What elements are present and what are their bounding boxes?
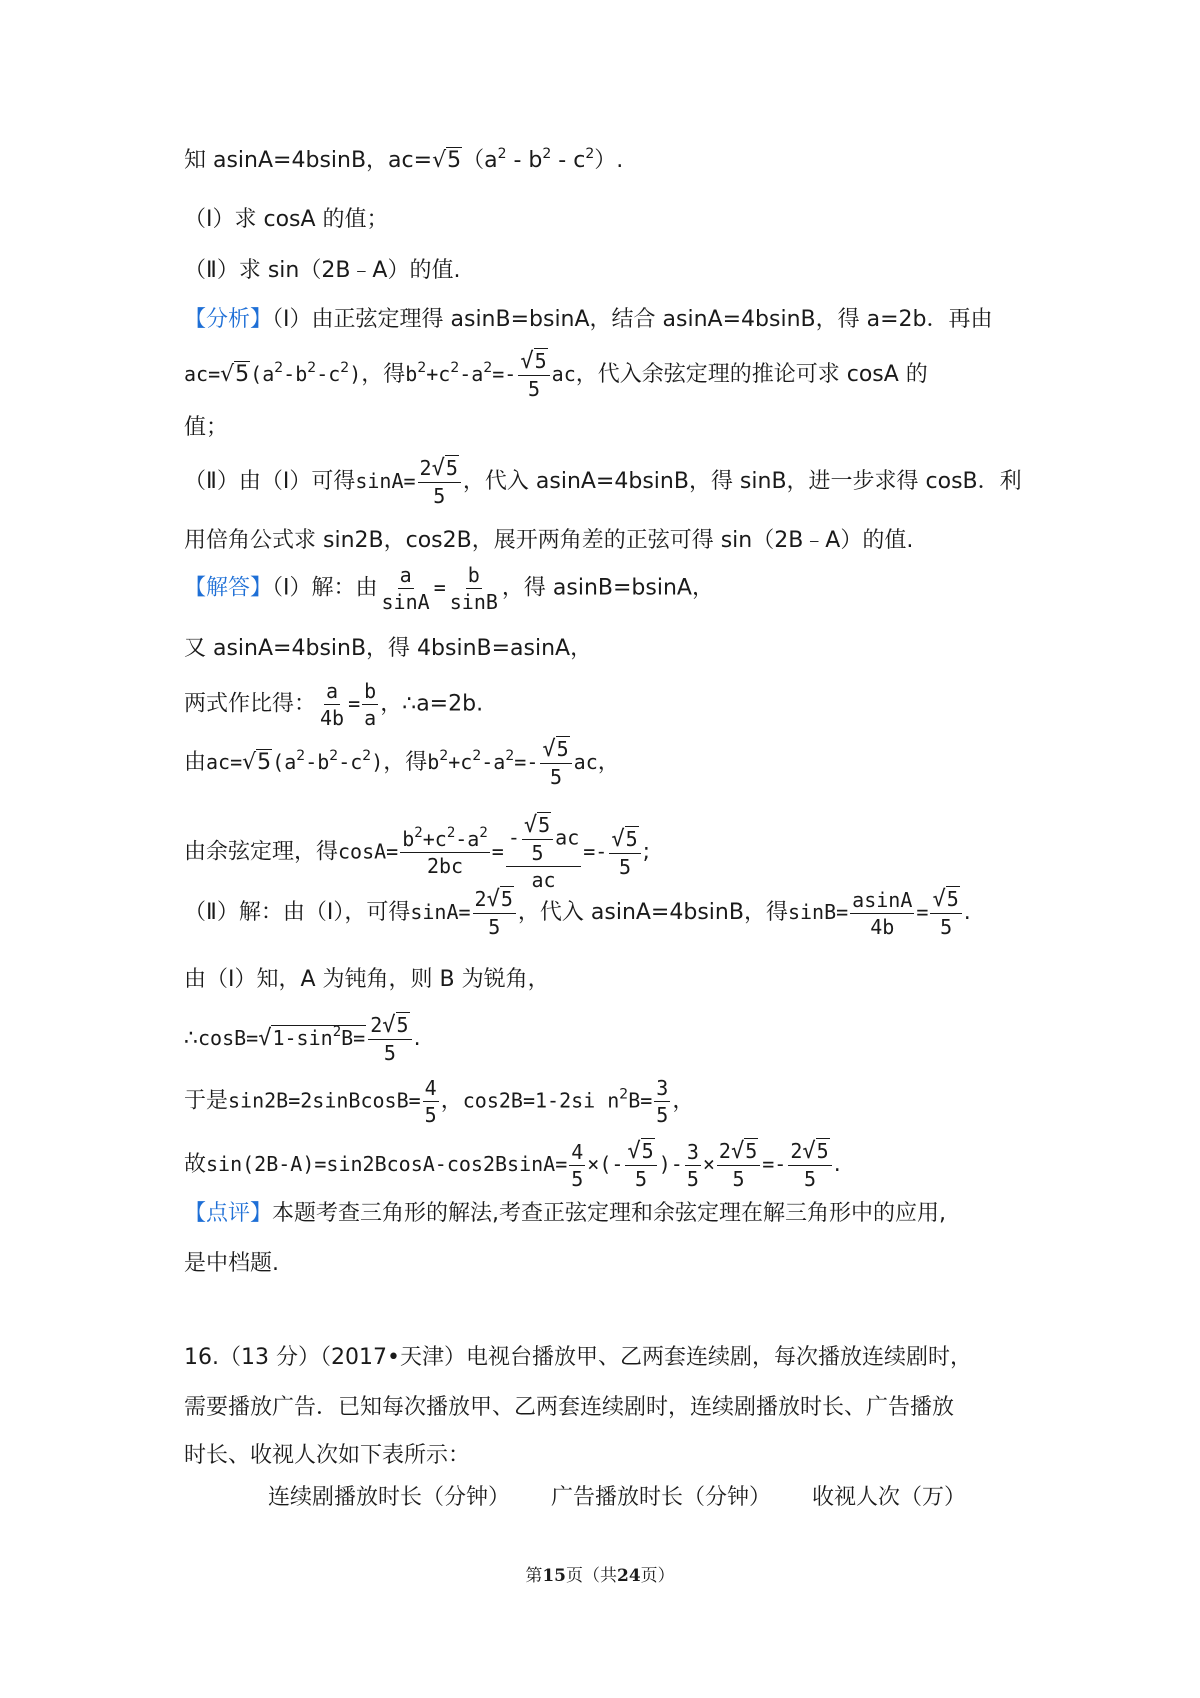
radicand: 5 [500, 887, 513, 911]
radicand: 5 [946, 887, 959, 911]
fraction [318, 678, 346, 731]
text: ac= [206, 750, 243, 774]
fraction: $\frac{2√5}{5}$ [418, 455, 461, 509]
radicand: 5 [445, 456, 458, 480]
fraction: $\frac{2√5}{5}$ [788, 1138, 831, 1192]
text: b [405, 362, 418, 386]
text: ，得 [383, 750, 428, 775]
text: 故 [184, 1152, 207, 1177]
text: -a [459, 362, 484, 386]
page-footer [0, 1561, 1200, 1586]
exponent: 2 [585, 146, 595, 162]
denominator: 4b [320, 706, 345, 730]
exponent: 2 [417, 360, 427, 376]
text: b [427, 750, 440, 774]
text: b [402, 827, 415, 851]
comment-line-1 [184, 1196, 946, 1227]
answer-line-4: 由$ac=√5(a^2-b^2-c^2)$，得$b^2+c^2-a^2=-$ $\frac{√5}{5}$ ac， [184, 737, 620, 789]
denominator: 5 [433, 484, 446, 508]
exponent: 2 [307, 360, 317, 376]
denominator: 5 [488, 915, 501, 939]
text: 由 [184, 750, 207, 775]
text: -a [481, 750, 506, 774]
answer-tag: 【解答】 [184, 575, 273, 601]
coefficient: 2 [718, 1139, 731, 1163]
text: - c [551, 148, 586, 173]
fraction: $\frac{2√5}{5}$ [368, 1012, 411, 1066]
text: （Ⅱ）解：由（Ⅰ），可得 [184, 900, 411, 925]
denominator: 5 [686, 1166, 699, 1191]
exponent: 2 [332, 1024, 342, 1040]
text: +c [422, 827, 447, 851]
fraction [654, 1075, 670, 1128]
fraction [448, 562, 500, 615]
denominator: 2bc [426, 854, 464, 878]
text: ， [440, 1088, 463, 1114]
answer-line-2: 又 asinA=4bsinB，得 4bsinB=asinA， [184, 636, 593, 661]
text: -b [305, 750, 330, 774]
exponent: 2 [446, 825, 456, 841]
coefficient: 2 [419, 456, 432, 480]
exponent: 2 [274, 360, 284, 376]
denominator: 5 [424, 1103, 437, 1127]
text: (a [250, 362, 275, 386]
denominator: 5 [732, 1167, 745, 1191]
exponent: 2 [619, 1086, 629, 1103]
answer-line-6: （Ⅱ）解：由（Ⅰ），可得sinA= $\frac{2√5}{5}$ ，代入 asinA=4bsinB，得sinB= $\frac{asinA}{4b}$ = $\frac{√5}{5}$ . [184, 887, 971, 939]
question-16-line-1: 16.（13 分）（2017•天津）电视台播放甲、乙两套连续剧，每次播放连续剧时， [184, 1345, 972, 1370]
answer-line-3: 两式作比得： $\frac{a}{4b}$ = $\frac{b}{a}$ ，∴a=2b. [184, 679, 484, 730]
text: B= [628, 1088, 653, 1113]
sqrt: $√1-\sin^2B=$ [258, 1024, 366, 1051]
text: sinA= [355, 469, 416, 493]
fraction [423, 1075, 439, 1128]
question-16-line-2: 需要播放广告．已知每次播放甲、乙两套连续剧时，连续剧播放时长、广告播放 [184, 1395, 955, 1420]
numerator: a [399, 563, 412, 587]
fraction: $\frac{√5}{5}$ [540, 736, 571, 790]
numerator: a [326, 679, 339, 703]
coefficient: 2 [790, 1139, 803, 1163]
radicand: 5 [534, 349, 547, 373]
text: ，∴a=2b. [380, 691, 484, 717]
text: （Ⅰ）由正弦定理得 asinB=bsinA，结合 asinA=4bsinB，得 a=2b．再由 [272, 307, 993, 332]
exponent: 2 [450, 360, 460, 376]
text: × [702, 1152, 715, 1176]
denominator: 5 [527, 377, 541, 401]
numerator: 3 [656, 1076, 669, 1100]
text: ) [371, 750, 384, 774]
text: -c [338, 750, 363, 774]
exponent: 2 [296, 748, 306, 764]
radicand: 5 [235, 362, 250, 387]
exponent: 2 [329, 748, 339, 764]
denominator: 5 [656, 1103, 669, 1127]
text: 本题考查三角形的解法,考查正弦定理和余弦定理在解三角形中的应用, [272, 1201, 947, 1226]
numerator: b [467, 563, 480, 587]
radicand: 5 [257, 750, 272, 775]
text: ）. [594, 148, 624, 173]
denominator: 5 [618, 854, 632, 879]
text: =- [492, 362, 517, 386]
radicand: 5 [625, 826, 638, 851]
analysis-tag: 【分析】 [184, 307, 273, 332]
exponent: 2 [362, 748, 372, 764]
numerator: asinA [852, 887, 913, 912]
text: -b [283, 362, 308, 386]
radicand: 5 [745, 1139, 758, 1163]
denominator: 5 [571, 1166, 584, 1191]
denominator: 4b [870, 914, 895, 939]
exponent: 2 [505, 748, 515, 764]
sqrt: √5 [242, 750, 272, 775]
text: +c [448, 750, 473, 774]
fraction: $\frac{√5}{5}$ [609, 826, 640, 880]
fraction: - $\frac{√5}{5}$ ac ac [507, 813, 580, 892]
table-header-cell: 收视人次（万） [812, 1485, 967, 1510]
text: 由余弦定理，得 [184, 839, 339, 865]
text: （a [462, 148, 498, 173]
text: cosB= [198, 1026, 259, 1050]
comment-line-2: 是中档题. [184, 1251, 279, 1276]
text: 页（共 [566, 1566, 617, 1586]
text: 页） [640, 1566, 675, 1586]
problem-line [184, 143, 623, 174]
sqrt: √5 [432, 148, 462, 173]
fraction [380, 562, 432, 615]
text: - b [506, 148, 543, 173]
answer-line-8: $\therefore\cos B=√1-\sin^2B=$ $\frac{2√5}{5}$ . [184, 1013, 421, 1065]
radicand: 5 [641, 1139, 654, 1163]
exponent: 2 [472, 748, 482, 764]
text: ac [573, 750, 598, 774]
text: 知 asinA=4bsinB，ac= [184, 148, 433, 173]
analysis-line-3: 值； [184, 415, 229, 440]
denominator: ac [531, 868, 556, 892]
table-header-cell: 连续剧播放时长（分钟） [268, 1485, 511, 1510]
denominator: 5 [803, 1167, 817, 1191]
text: cos2B=1-2si n [462, 1088, 620, 1113]
numerator: 4 [424, 1076, 437, 1100]
answer-line-9: 于是sin2B=2sinBcosB= $\frac{4}{5}$ ，cos2B=1-2si $n^2B=$ $\frac{3}{5}$ ， [184, 1076, 695, 1127]
denominator: 5 [383, 1041, 396, 1065]
exponent: 2 [497, 146, 507, 162]
fraction [400, 826, 490, 879]
fraction [362, 678, 378, 731]
text: ，得 [361, 362, 406, 387]
text: 于是 [184, 1088, 229, 1114]
text: ) [349, 362, 362, 386]
radicand: 5 [556, 737, 569, 761]
answer-line-5: 由余弦定理，得cosA= $\frac{b^2+c^2-a^2}{2bc}$ = - $\frac{√5}{5}$ ac ac =- $\frac{√5}{5}$ ; [184, 813, 651, 892]
text: -c [316, 362, 341, 386]
denominator: 5 [550, 765, 563, 789]
fraction: $\frac{2√5}{5}$ [717, 1138, 760, 1192]
exponent: 2 [479, 825, 488, 841]
question-1: （Ⅰ）求 cosA 的值； [184, 207, 389, 232]
text: ac [551, 362, 576, 386]
text: ×(- [587, 1152, 624, 1176]
text: cosA= [338, 839, 399, 864]
answer-line-7: 由（Ⅰ）知，A 为钝角，则 B 为锐角， [184, 967, 550, 992]
comment-tag: 【点评】 [184, 1201, 273, 1226]
text: -a [455, 827, 480, 851]
fraction [850, 887, 914, 940]
radicand: 5 [396, 1013, 409, 1037]
text: +c [426, 362, 451, 386]
radicand: 5 [447, 148, 462, 173]
question-2: （Ⅱ）求 sin（2B﹣A）的值. [184, 258, 461, 283]
fraction [569, 1139, 585, 1192]
exponent: 2 [414, 825, 423, 841]
page-total: 24 [617, 1566, 641, 1586]
fraction: $\frac{√5}{5}$ [625, 1138, 656, 1192]
text: ，代入 asinA=4bsinB，得 [517, 900, 788, 925]
exponent: 2 [340, 360, 350, 376]
text: ，代入余弦定理的推论可求 cosA 的 [575, 362, 928, 387]
denominator: sinA [381, 590, 430, 614]
denominator: 5 [940, 915, 953, 939]
text: ，代入 asinA=4bsinB，得 sinB，进一步求得 cosB．利 [462, 469, 1022, 494]
text: . [833, 1152, 841, 1177]
denominator: a [364, 706, 377, 730]
numerator: 4 [571, 1139, 584, 1164]
text: 两式作比得： [184, 691, 317, 717]
fraction: $\frac{√5}{5}$ [518, 348, 549, 402]
numerator: b [364, 679, 377, 703]
denominator: 5 [531, 841, 544, 865]
text: ac= [184, 362, 221, 386]
question-16-line-3: 时长、收视人次如下表所示： [184, 1443, 471, 1468]
text: sinA= [410, 900, 471, 924]
text: sinB= [787, 900, 849, 924]
analysis-line-1 [184, 302, 992, 333]
text: sin2B=2sinBcosB= [228, 1088, 421, 1113]
answer-line-1: 【解答】（Ⅰ）解：由 $\frac{a}{\sin A}$ = $\frac{b}{\sin B}$ ，得 asinB=bsinA， [184, 563, 714, 614]
numerator: 3 [686, 1139, 699, 1164]
coefficient: 2 [474, 887, 487, 911]
text: 第 [525, 1566, 543, 1586]
analysis-line-5: 用倍角公式求 sin2B，cos2B，展开两角差的正弦可得 sin（2B﹣A）的值. [184, 528, 914, 553]
text: )- [658, 1152, 683, 1176]
radicand: 5 [816, 1139, 829, 1163]
radicand: 5 [538, 813, 551, 837]
coefficient: 2 [370, 1013, 383, 1037]
sqrt: √5 [220, 362, 250, 387]
text: B= [341, 1026, 366, 1050]
fraction [685, 1139, 701, 1192]
table-header-cell: 广告播放时长（分钟） [551, 1485, 772, 1510]
exponent: 2 [439, 748, 449, 764]
denominator: 5 [635, 1167, 648, 1191]
page-number: 15 [542, 1566, 566, 1586]
fraction: $\frac{√5}{5}$ [930, 886, 961, 940]
text: sin(2B-A)=sin2BcosA-cos2BsinA= [206, 1152, 568, 1176]
text: (a [272, 750, 297, 774]
text: 1-sin [272, 1026, 333, 1050]
text: =- [762, 1152, 787, 1176]
text: （Ⅰ）解：由 [272, 575, 378, 601]
text: ，得 asinB=bsinA， [501, 575, 714, 601]
fraction: $\frac{2√5}{5}$ [473, 886, 516, 940]
denominator: sinB [449, 590, 498, 614]
analysis-line-4 [184, 455, 1022, 509]
answer-line-10 [184, 1138, 841, 1192]
exponent: 2 [483, 360, 493, 376]
text: （Ⅱ）由（Ⅰ）可得 [184, 469, 356, 494]
analysis-line-2 [184, 348, 928, 402]
text: ac [555, 825, 580, 850]
text: ∴ [184, 1026, 198, 1051]
text: =- [514, 750, 539, 774]
exponent: 2 [542, 146, 552, 162]
table-header-row [268, 1480, 1000, 1511]
